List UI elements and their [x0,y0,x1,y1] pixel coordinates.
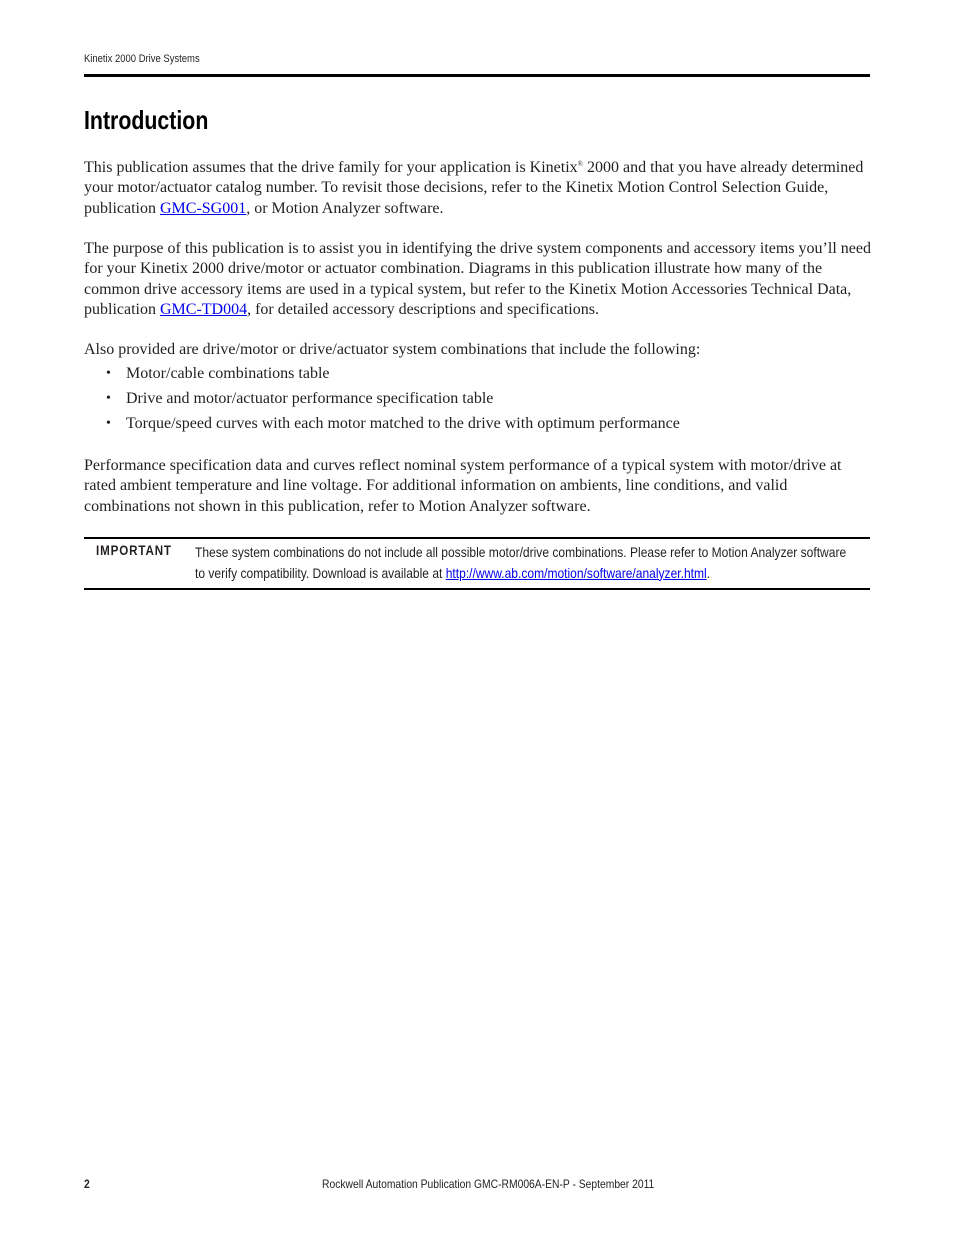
bullet-icon: • [106,366,111,381]
important-bottom-rule [84,588,870,590]
header-rule [84,74,870,77]
link-gmc-sg001[interactable]: GMC-SG001 [159,199,247,217]
important-top-rule [84,537,870,539]
paragraph-1-text-end: , or Motion Analyzer software. [246,199,444,217]
important-text [195,542,857,583]
combination-list [84,364,874,439]
important-text-body: These system combinations do not include all possible motor/drive combinations. Please refer to Motion Analyzer software to verify compatibility. Download is available at [195,544,847,581]
link-motion-analyzer[interactable]: http://www.ab.com/motion/software/analyzer.html [445,564,707,581]
footer-publication: Rockwell Automation Publication GMC-RM006A-EN-P - September 2011 [322,1177,655,1191]
list-item [84,389,874,414]
intro-paragraph-1 [84,158,874,219]
important-text-end: . [706,564,711,581]
paragraph-2-text-end: , for detailed accessory descriptions and specifications. [247,300,599,318]
registered-mark: ® [577,160,583,168]
bullet-icon: • [106,391,111,406]
important-label: IMPORTANT [96,543,172,558]
intro-paragraph-3: Also provided are drive/motor or drive/actuator system combinations that include the following: [84,341,701,358]
link-gmc-td004[interactable]: GMC-TD004 [159,300,248,318]
list-item-text: Torque/speed curves with each motor matched to the drive with optimum performance [126,415,680,432]
list-item [84,414,874,439]
bullet-icon: • [106,416,111,431]
paragraph-1-text: This publication assumes that the drive family for your application is Kinetix [84,159,578,176]
intro-paragraph-4: Performance specification data and curves reflect nominal system performance of a typical system with motor/drive at rated ambient temperature and line voltage. For additional information on ambients, line conditions, and valid combinations not shown in this publication, refer to Motion Analyzer software. [84,457,842,515]
running-header: Kinetix 2000 Drive Systems [84,53,200,65]
paragraph-2-text: The purpose of this publication is to assist you in identifying the drive system components and accessory items you’ll need for your Kinetix 2000 drive/motor or actuator combination. Diagrams in this publication illustrate how many of the common drive accessory items are used in a typical system, but refer to the Kinetix Motion Accessories Technical Data, publication [84,240,871,318]
page-number: 2 [84,1177,90,1191]
page-title: Introduction [84,105,209,135]
list-item-text: Drive and motor/actuator performance specification table [126,390,494,407]
list-item [84,364,874,389]
list-item-text: Motor/cable combinations table [126,365,330,382]
intro-paragraph-2 [84,239,874,320]
paragraph-1-text-cont: 2000 and that you have already determined your motor/actuator catalog number. To revisit those decisions, refer to the Kinetix Motion Control Selection Guide, publication [84,159,864,217]
